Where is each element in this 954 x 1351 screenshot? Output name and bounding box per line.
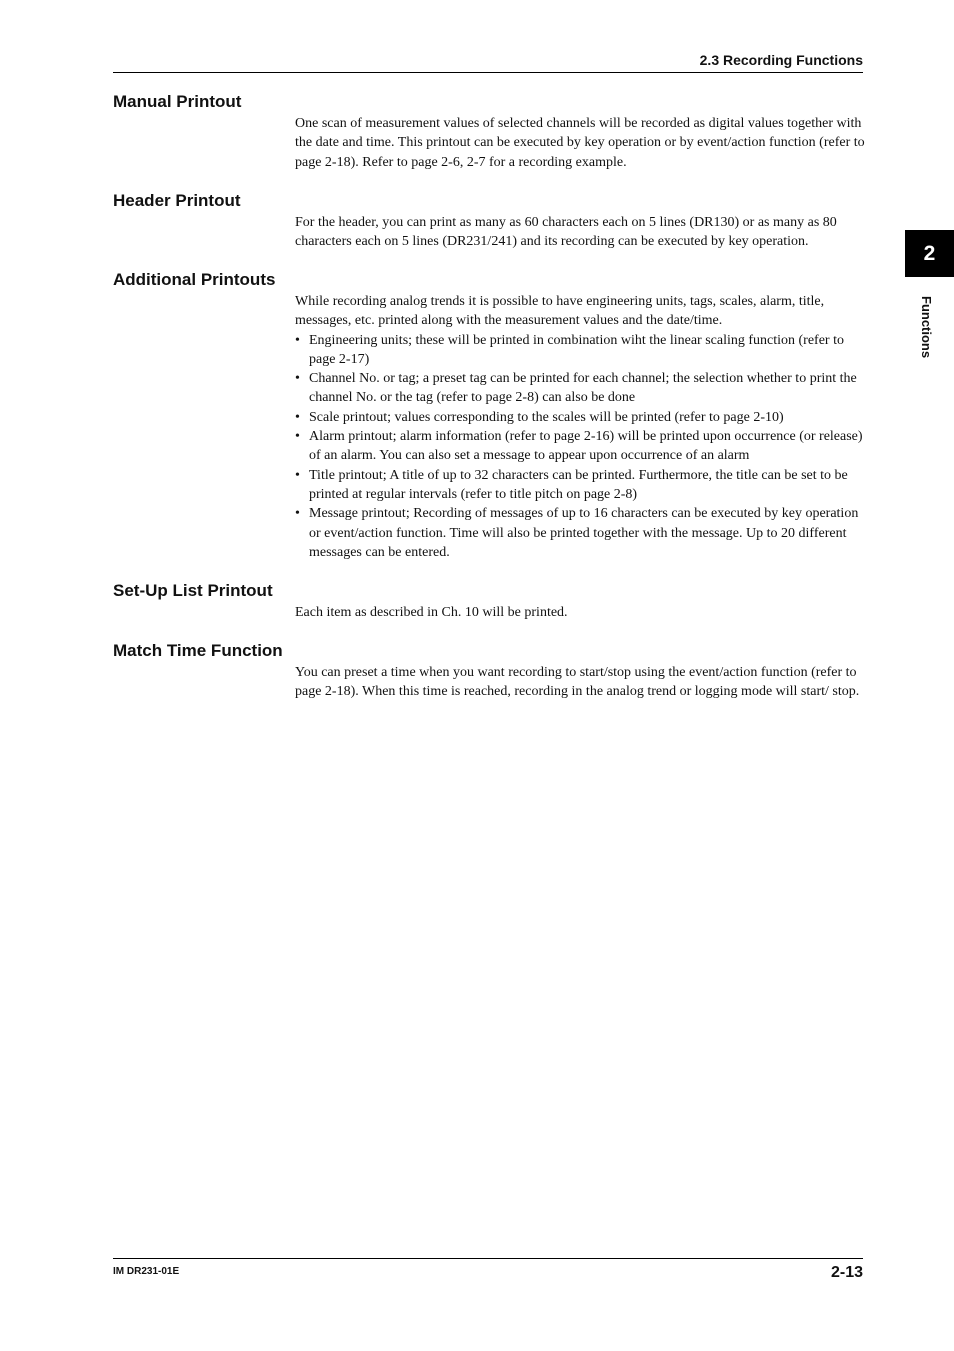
bullet: • — [295, 332, 300, 348]
heading-manual-printout: Manual Printout — [113, 92, 242, 111]
bullet: • — [295, 409, 300, 425]
chapter-label: Functions — [919, 296, 934, 359]
bullet-list — [295, 331, 865, 563]
document-id: IM DR231-01E — [113, 1266, 180, 1277]
footer-rule — [113, 1258, 863, 1259]
bullet: • — [295, 467, 300, 483]
heading-header-printout: Header Printout — [113, 191, 241, 210]
list-item: • Scale printout; values corresponding to the scales will be printed (refer to page 2-10) — [295, 408, 865, 427]
bullet: • — [295, 371, 300, 387]
heading-setup-list-printout: Set-Up List Printout — [113, 581, 273, 600]
heading-additional-printouts: Additional Printouts — [113, 270, 276, 289]
page-number: 2-13 — [830, 1264, 863, 1281]
list-item: • Engineering units; these will be printed in combination wiht the linear scaling function (refer to page 2-17) — [295, 332, 844, 367]
header-printout-body — [295, 213, 865, 252]
bullet: • — [295, 429, 300, 445]
heading-match-time-function: Match Time Function — [113, 641, 283, 660]
manual-printout-body — [295, 114, 865, 172]
paragraph: Each item as described in Ch. 10 will be printed. — [295, 605, 568, 620]
page-header — [113, 50, 863, 73]
list-item: • Title printout; A title of up to 32 characters can be printed. Furthermore, the title can be set to be printed at regular intervals (refer to title pitch on page 2-8) — [295, 467, 848, 502]
bullet: • — [295, 506, 300, 522]
paragraph: For the header, you can print as many as 60 characters each on 5 lines (DR130) or as many as 80 characters each on 5 lines (DR231/241) and its recording can be executed by key operation. — [295, 215, 837, 250]
paragraph: One scan of measurement values of selected channels will be recorded as digital values together with the date and time. This printout can be executed by key operation or by event/action function (refer to page 2-18). Refer to page 2-6, 2-7 for a recording example. — [295, 116, 865, 170]
list-item: • Alarm printout; alarm information (refer to page 2-16) will be printed upon occurrence (or release) of an alarm. You can also set a message to appear upon occurrence of an alarm — [295, 429, 863, 464]
paragraph: While recording analog trends it is possible to have engineering units, tags, scales, alarm, title, messages, etc. printed along with the measurement values and the date/time. — [295, 294, 825, 329]
match-time-function-body — [295, 663, 865, 702]
list-item: • Channel No. or tag; a preset tag can be printed for each channel; the selection whether to print the channel No. or the tag (refer to page 2-8) can also be done — [295, 371, 857, 406]
section-title: 2.3 Recording Functions — [699, 52, 863, 68]
paragraph: You can preset a time when you want recording to start/stop using the event/action function (refer to page 2-18). When this time is reached, recording in the analog trend or logging mode will start/ stop. — [295, 665, 860, 700]
additional-printouts-body — [295, 292, 865, 562]
chapter-number: 2 — [923, 241, 936, 265]
chapter-tab — [905, 230, 954, 277]
setup-list-printout-body — [295, 603, 865, 622]
list-item: • Message printout; Recording of messages of up to 16 characters can be executed by key operation or event/action function. Time will also be printed together with the message. Up to 20 different messages can be entered. — [295, 506, 859, 560]
